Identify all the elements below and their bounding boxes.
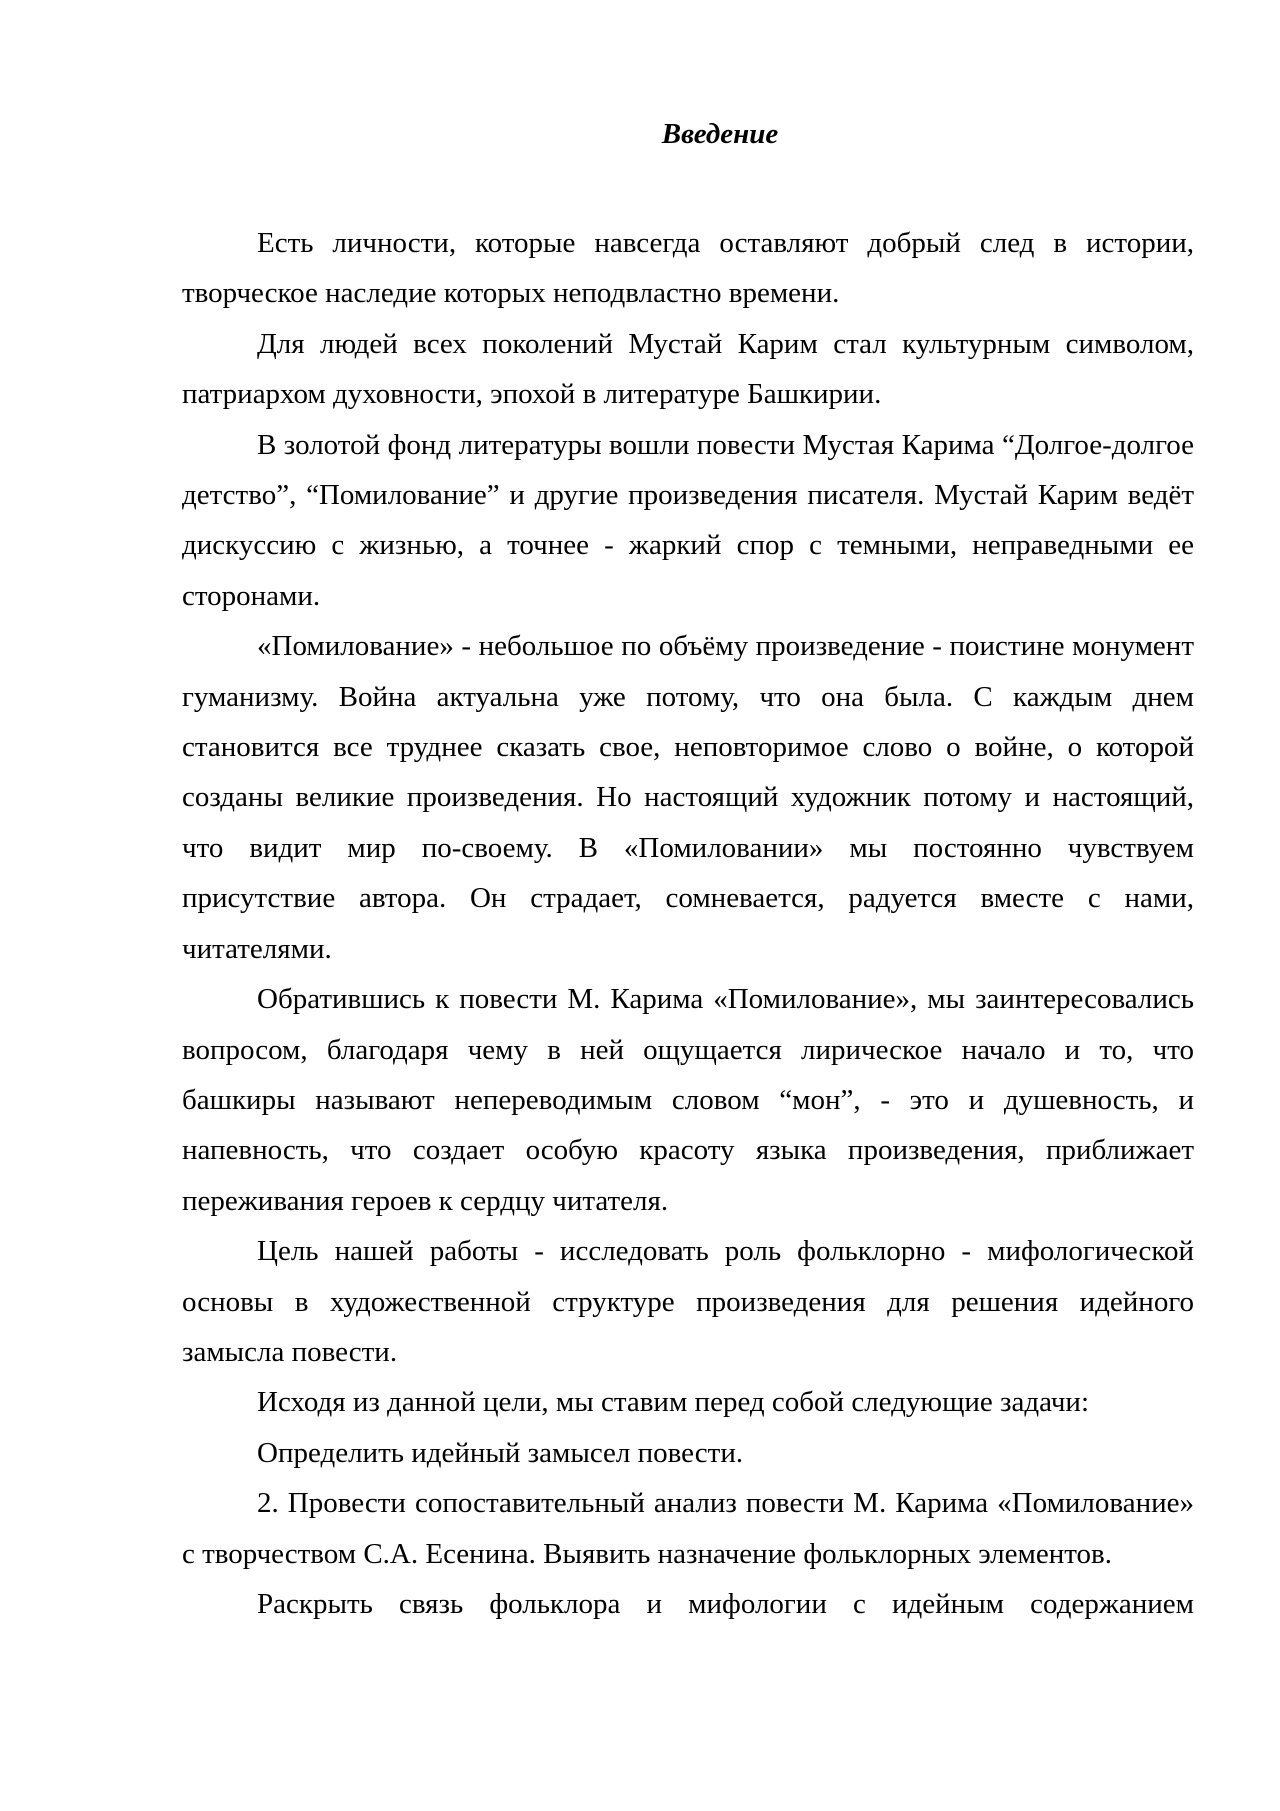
paragraph: 2. Провести сопоставительный анализ повести М. Карима «Помилование» с творчеством С.А. Есенина. Выявить назначение фольклорных элементов. <box>182 1487 1194 1570</box>
paragraph: В золотой фонд литературы вошли повести Мустая Карима “Долгое-долгое детство”, “Помилование” и другие произведения писателя. Мустай Карим ведёт дискуссию с жизнью, а точнее - жаркий спор с темными, неправедными ее сторонами. <box>182 428 1194 612</box>
paragraph: «Помилование» - небольшое по объёму произведение - поистине монумент гуманизму. Война актуальна уже потому, что она была. С каждым днем становится все труднее сказать свое, неповторимое слово о войне, о которой созданы великие произведения. Но настоящий художник потому и настоящий, что видит мир по-своему. В «Помиловании» мы постоянно чувствуем присутствие автора. Он страдает, сомневается, радуется вместе с нами, читателями. <box>182 630 1194 965</box>
document-body <box>182 218 1194 1629</box>
paragraph: Есть личности, которые навсегда оставляют добрый след в истории, творческое наследие которых неподвластно времени. <box>182 227 1194 310</box>
paragraph: Определить идейный замысел повести. <box>257 1436 744 1469</box>
paragraph: Для людей всех поколений Мустай Карим стал культурным символом, патриархом духовности, эпохой в литературе Башкирии. <box>182 327 1194 411</box>
paragraph: Раскрыть связь фольклора и мифологии с идейным содержанием <box>257 1587 1194 1620</box>
page-title: Введение <box>661 118 779 150</box>
paragraph: Исходя из данной цели, мы ставим перед собой следующие задачи: <box>257 1386 1090 1419</box>
paragraph: Обратившись к повести М. Карима «Помилование», мы заинтересовались вопросом, благодаря чему в ней ощущается лирическое начало и то, что башкиры называют непереводимым словом “мон”, - это и душевность, и напевность, что создает особую красоту языка произведения, приближает переживания героев к сердцу читателя. <box>182 983 1194 1217</box>
paragraph: Цель нашей работы - исследовать роль фольклорно - мифологической основы в художественной структуре произведения для решения идейного замысла повести. <box>182 1235 1194 1368</box>
